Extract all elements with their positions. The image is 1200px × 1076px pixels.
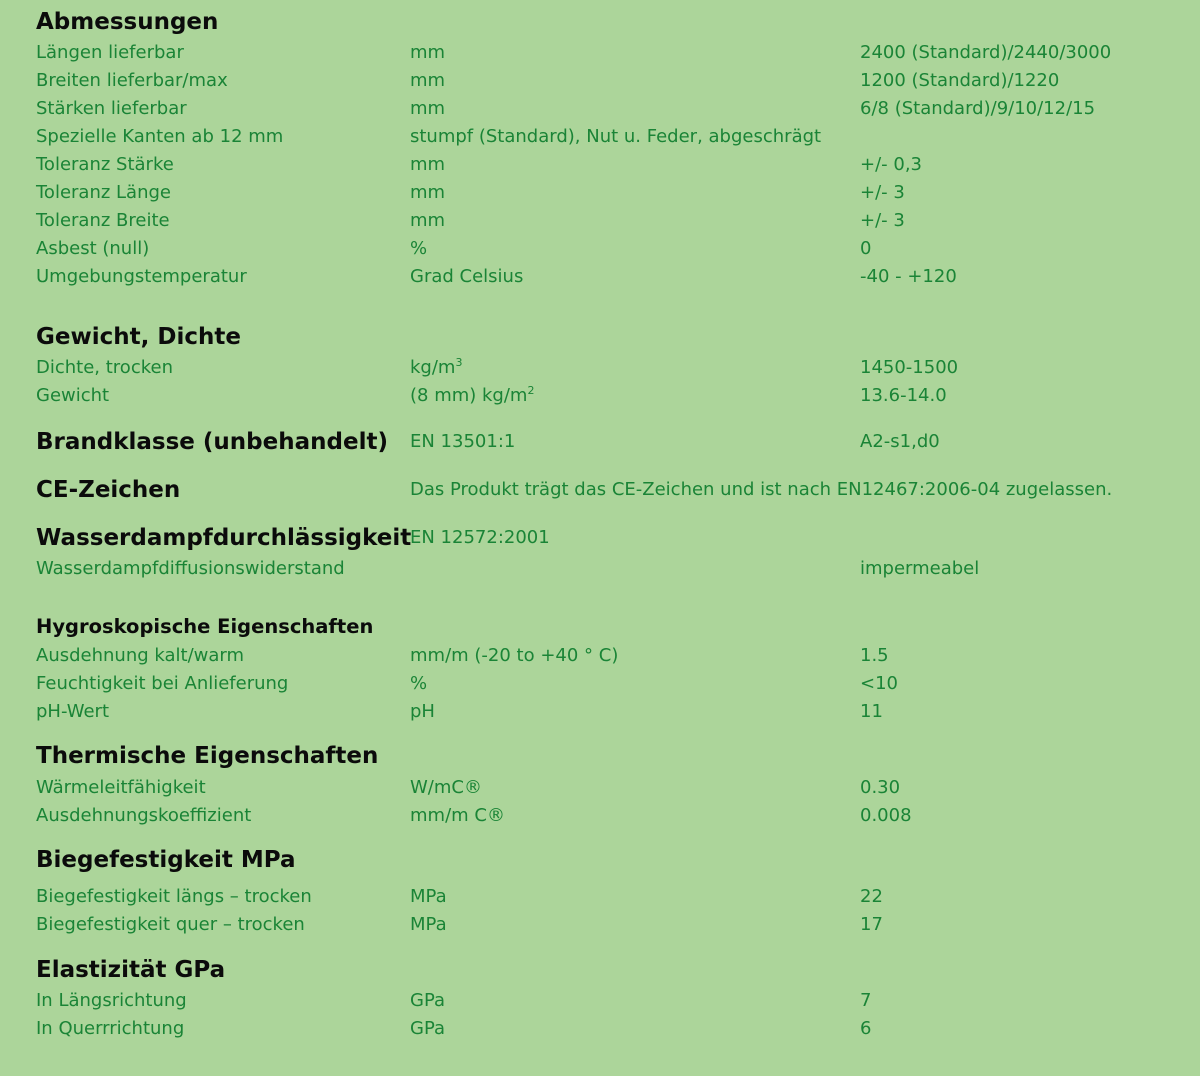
row-unit: (8 mm) $kg/m^2$ (410, 384, 535, 406)
row-value: 7 (860, 990, 872, 1011)
norm-text: EN 13501:1 (410, 431, 516, 452)
row-unit: GPa (410, 1018, 446, 1039)
row-label: Stärken lieferbar (36, 98, 187, 119)
row-unit: Grad Celsius (410, 266, 524, 287)
row-unit: mm (410, 42, 446, 63)
row-unit: mm/m (-20 to +40 ° C) (410, 645, 619, 666)
row-label: Ausdehnung kalt/warm (36, 645, 245, 666)
row-unit: % (410, 238, 428, 259)
row-unit: MPa (410, 886, 447, 907)
row-value: 6 (860, 1018, 872, 1039)
row-value: A2-s1,d0 (860, 431, 940, 452)
row-unit: mm/m C® (410, 805, 505, 826)
row-value: 11 (860, 701, 883, 722)
row-label: pH-Wert (36, 701, 110, 722)
row-unit: mm (410, 154, 446, 175)
ce-statement: Das Produkt trägt das CE-Zeichen und ist nach EN12467:2006-04 zugelassen. (410, 479, 1113, 500)
row-value: 0.008 (860, 805, 912, 826)
row-label: Toleranz Breite (36, 210, 170, 231)
row-label: Biegefestigkeit längs – trocken (36, 886, 312, 907)
row-value: <10 (860, 673, 898, 694)
row-value: impermeabel (860, 558, 980, 579)
row-value: 2400 (Standard)/2440/3000 (860, 42, 1112, 63)
row-label: Dichte, trocken (36, 357, 173, 378)
row-unit: W/mC® (410, 777, 482, 798)
unit-superscript: 2 (527, 384, 535, 397)
row-label: Asbest (null) (36, 238, 150, 259)
row-label: Umgebungstemperatur (36, 266, 247, 287)
row-label: Ausdehnungskoeffizient (36, 805, 252, 826)
row-unit: $kg/m^3$ (410, 356, 463, 378)
row-value: +/- 3 (860, 182, 905, 203)
row-label: Wärmeleitfähigkeit (36, 777, 206, 798)
row-unit: % (410, 673, 428, 694)
row-value: 1.5 (860, 645, 889, 666)
row-value: 1200 (Standard)/1220 (860, 70, 1060, 91)
row-label: In Längsrichtung (36, 990, 187, 1011)
unit-superscript: 3 (455, 356, 463, 369)
row-label: Längen lieferbar (36, 42, 184, 63)
row-value: 0.30 (860, 777, 901, 798)
row-unit: pH (410, 701, 435, 722)
norm-text: EN 12572:2001 (410, 527, 550, 548)
row-unit: MPa (410, 914, 447, 935)
row-label: Feuchtigkeit bei Anlieferung (36, 673, 289, 694)
row-label: Gewicht (36, 385, 110, 406)
row-label: Spezielle Kanten ab 12 mm (36, 126, 284, 147)
row-value: +/- 3 (860, 210, 905, 231)
row-label: Toleranz Länge (36, 182, 171, 203)
row-value: 13.6-14.0 (860, 385, 947, 406)
row-unit: mm (410, 70, 446, 91)
row-value: +/- 0,3 (860, 154, 922, 175)
row-value: -40 - +120 (860, 266, 957, 287)
row-value: 1450-1500 (860, 357, 959, 378)
row-label: Wasserdampfdiffusionswiderstand (36, 558, 345, 579)
row-label: Toleranz Stärke (36, 154, 174, 175)
row-label: Biegefestigkeit quer – trocken (36, 914, 305, 935)
row-unit: mm (410, 182, 446, 203)
row-value: 6/8 (Standard)/9/10/12/15 (860, 98, 1096, 119)
row-label: In Querrrichtung (36, 1018, 185, 1039)
row-label: Breiten lieferbar/max (36, 70, 228, 91)
row-value: 0 (860, 238, 872, 259)
row-unit: GPa (410, 990, 446, 1011)
datasheet: Abmessungen Längen lieferbar mm 2400 (Standard)/2440/3000 Breiten lieferbar/max mm 1200 (Standard)/1220 Stärken lieferbar mm 6/8 (Standard)/9/10/12/15 Spezielle Kanten ab 12 mm stumpf (Standard), Nut u. Feder, abgeschrägt Toleranz Stärke mm +/- 0,3 Toleranz Länge mm +/- 3 Toleranz Breite mm +/- 3 Asbest (null) % 0 Umgebungstemperatur Grad Celsius -40 - +120 Gewicht, Dichte Dichte, trocken $kg/m^3$ 1450-1500 Gewicht (8 mm) $kg/m^2$ 13.6-14.0 Brandklasse (unbehandelt) EN 13501:1 A2-s1,d0 CE-Zeichen Das Produkt trägt das CE-Zeichen und ist nach EN12467:2006-04 zugelassen. Wasserdampfdurchlässigkeit EN 12572:2001 Wasserdampfdiffusionswiderstand impermeabel Hygroskopische Eigenschaften Ausdehnung kalt/warm mm/m (-20 to +40 ° C) 1.5 Feuchtigkeit bei Anlieferung % <10 pH-Wert pH 11 Thermische Eigenschaften Wärmeleitfähigkeit W/mC® 0.30 Ausdehnungskoeffizient mm/m C® 0.008 Biegefestigkeit MPa Biegefestigkeit längs – trocken MPa 22 Biegefestigkeit quer – trocken MPa 17 Elastizität GPa In Längsrichtung GPa 7 In Querrrichtung GPa 6 (0, 0, 1200, 1076)
row-unit: mm (410, 98, 446, 119)
row-value: 22 (860, 886, 883, 907)
row-unit: stumpf (Standard), Nut u. Feder, abgeschrägt (410, 126, 822, 147)
row-value: 17 (860, 914, 883, 935)
row-unit: mm (410, 210, 446, 231)
